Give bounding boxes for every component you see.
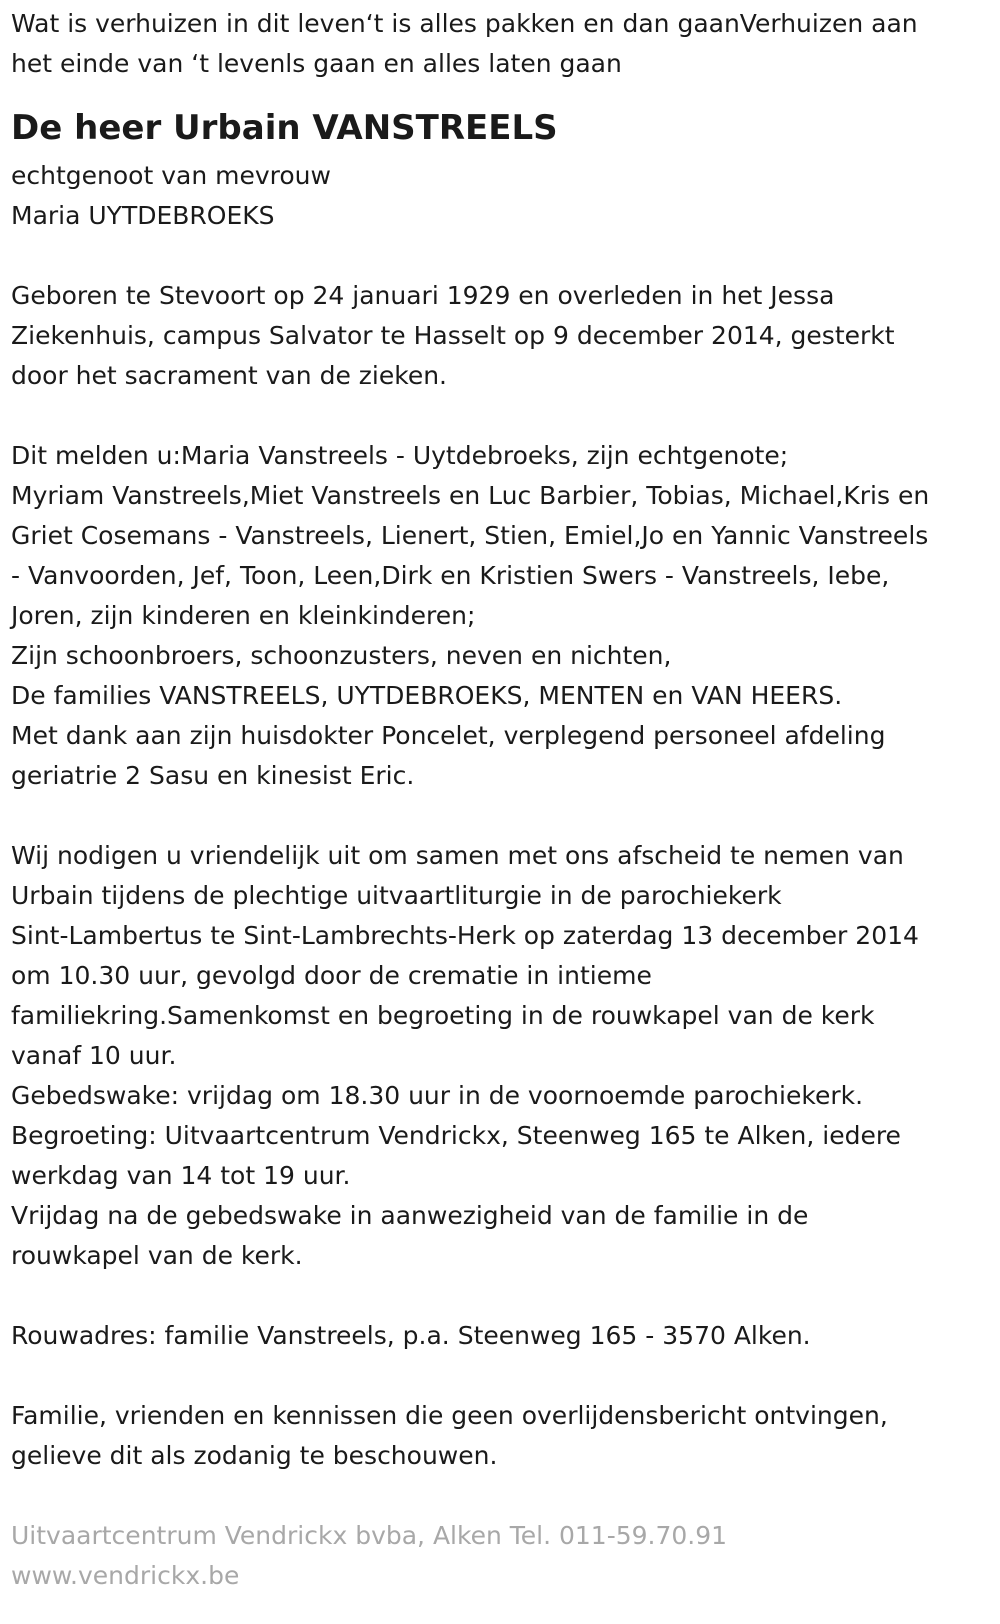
funeral-home-footer <box>11 1516 989 1596</box>
notice-line: Familie, vrienden en kennissen die geen overlijdensbericht ontvingen, <box>11 1401 888 1430</box>
family-line: geriatrie 2 Sasu en kinesist Eric. <box>11 761 415 790</box>
ceremony-line: familiekring.Samenkomst en begroeting in de rouwkapel van de kerk <box>11 1001 875 1030</box>
ceremony-line: vanaf 10 uur. <box>11 1041 177 1070</box>
family-line: Zijn schoonbroers, schoonzusters, neven en nichten, <box>11 641 672 670</box>
family-line: - Vanvoorden, Jef, Toon, Leen,Dirk en Kristien Swers - Vanstreels, Iebe, <box>11 561 890 590</box>
motto-line: het einde van ‘t levenls gaan en alles laten gaan <box>11 49 622 78</box>
family-line: De families VANSTREELS, UYTDEBROEKS, MENTEN en VAN HEERS. <box>11 681 843 710</box>
family-line: Griet Cosemans - Vanstreels, Lienert, Stien, Emiel,Jo en Yannic Vanstreels <box>11 521 929 550</box>
ceremony-line: Sint-Lambertus te Sint-Lambrechts-Herk op zaterdag 13 december 2014 <box>11 921 919 950</box>
ceremony-line: Gebedswake: vrijdag om 18.30 uur in de voornoemde parochiekerk. <box>11 1081 864 1110</box>
ceremony-line: Vrijdag na de gebedswake in aanwezigheid van de familie in de <box>11 1201 809 1230</box>
birth-death-block <box>11 276 989 396</box>
ceremony-block <box>11 836 989 1276</box>
family-line: Met dank aan zijn huisdokter Poncelet, verplegend personeel afdeling <box>11 721 886 750</box>
ceremony-line: Urbain tijdens de plechtige uitvaartliturgie in de parochiekerk <box>11 881 782 910</box>
family-line: Myriam Vanstreels,Miet Vanstreels en Luc Barbier, Tobias, Michael,Kris en <box>11 481 930 510</box>
family-line: Dit melden u:Maria Vanstreels - Uytdebroeks, zijn echtgenote; <box>11 441 789 470</box>
ceremony-line: om 10.30 uur, gevolgd door de crematie in intieme <box>11 961 652 990</box>
spouse-line: echtgenoot van mevrouw <box>11 161 331 190</box>
birth-death-line: Geboren te Stevoort op 24 januari 1929 en overleden in het Jessa <box>11 281 835 310</box>
funeral-home-website: www.vendrickx.be <box>11 1561 240 1590</box>
ceremony-line: werkdag van 14 tot 19 uur. <box>11 1161 351 1190</box>
ceremony-line: Begroeting: Uitvaartcentrum Vendrickx, Steenweg 165 te Alken, iedere <box>11 1121 901 1150</box>
family-block <box>11 436 989 796</box>
notice-block <box>11 1396 989 1476</box>
address-block <box>11 1316 989 1356</box>
motto-line: Wat is verhuizen in dit leven‘t is alles pakken en dan gaanVerhuizen aan <box>11 9 918 38</box>
spouse-line: Maria UYTDEBROEKS <box>11 201 275 230</box>
ceremony-line: rouwkapel van de kerk. <box>11 1241 303 1270</box>
notice-line: gelieve dit als zodanig te beschouwen. <box>11 1441 498 1470</box>
ceremony-line: Wij nodigen u vriendelijk uit om samen met ons afscheid te nemen van <box>11 841 904 870</box>
birth-death-line: Ziekenhuis, campus Salvator te Hasselt op 9 december 2014, gesterkt <box>11 321 895 350</box>
family-line: Joren, zijn kinderen en kleinkinderen; <box>11 601 476 630</box>
deceased-name-title: De heer Urbain VANSTREELS <box>11 108 558 148</box>
funeral-home-contact: Uitvaartcentrum Vendrickx bvba, Alken Tel. 011-59.70.91 <box>11 1521 728 1550</box>
motto-block <box>11 4 989 84</box>
spouse-block <box>11 156 989 236</box>
birth-death-line: door het sacrament van de zieken. <box>11 361 447 390</box>
address-line: Rouwadres: familie Vanstreels, p.a. Steenweg 165 - 3570 Alken. <box>11 1321 811 1350</box>
